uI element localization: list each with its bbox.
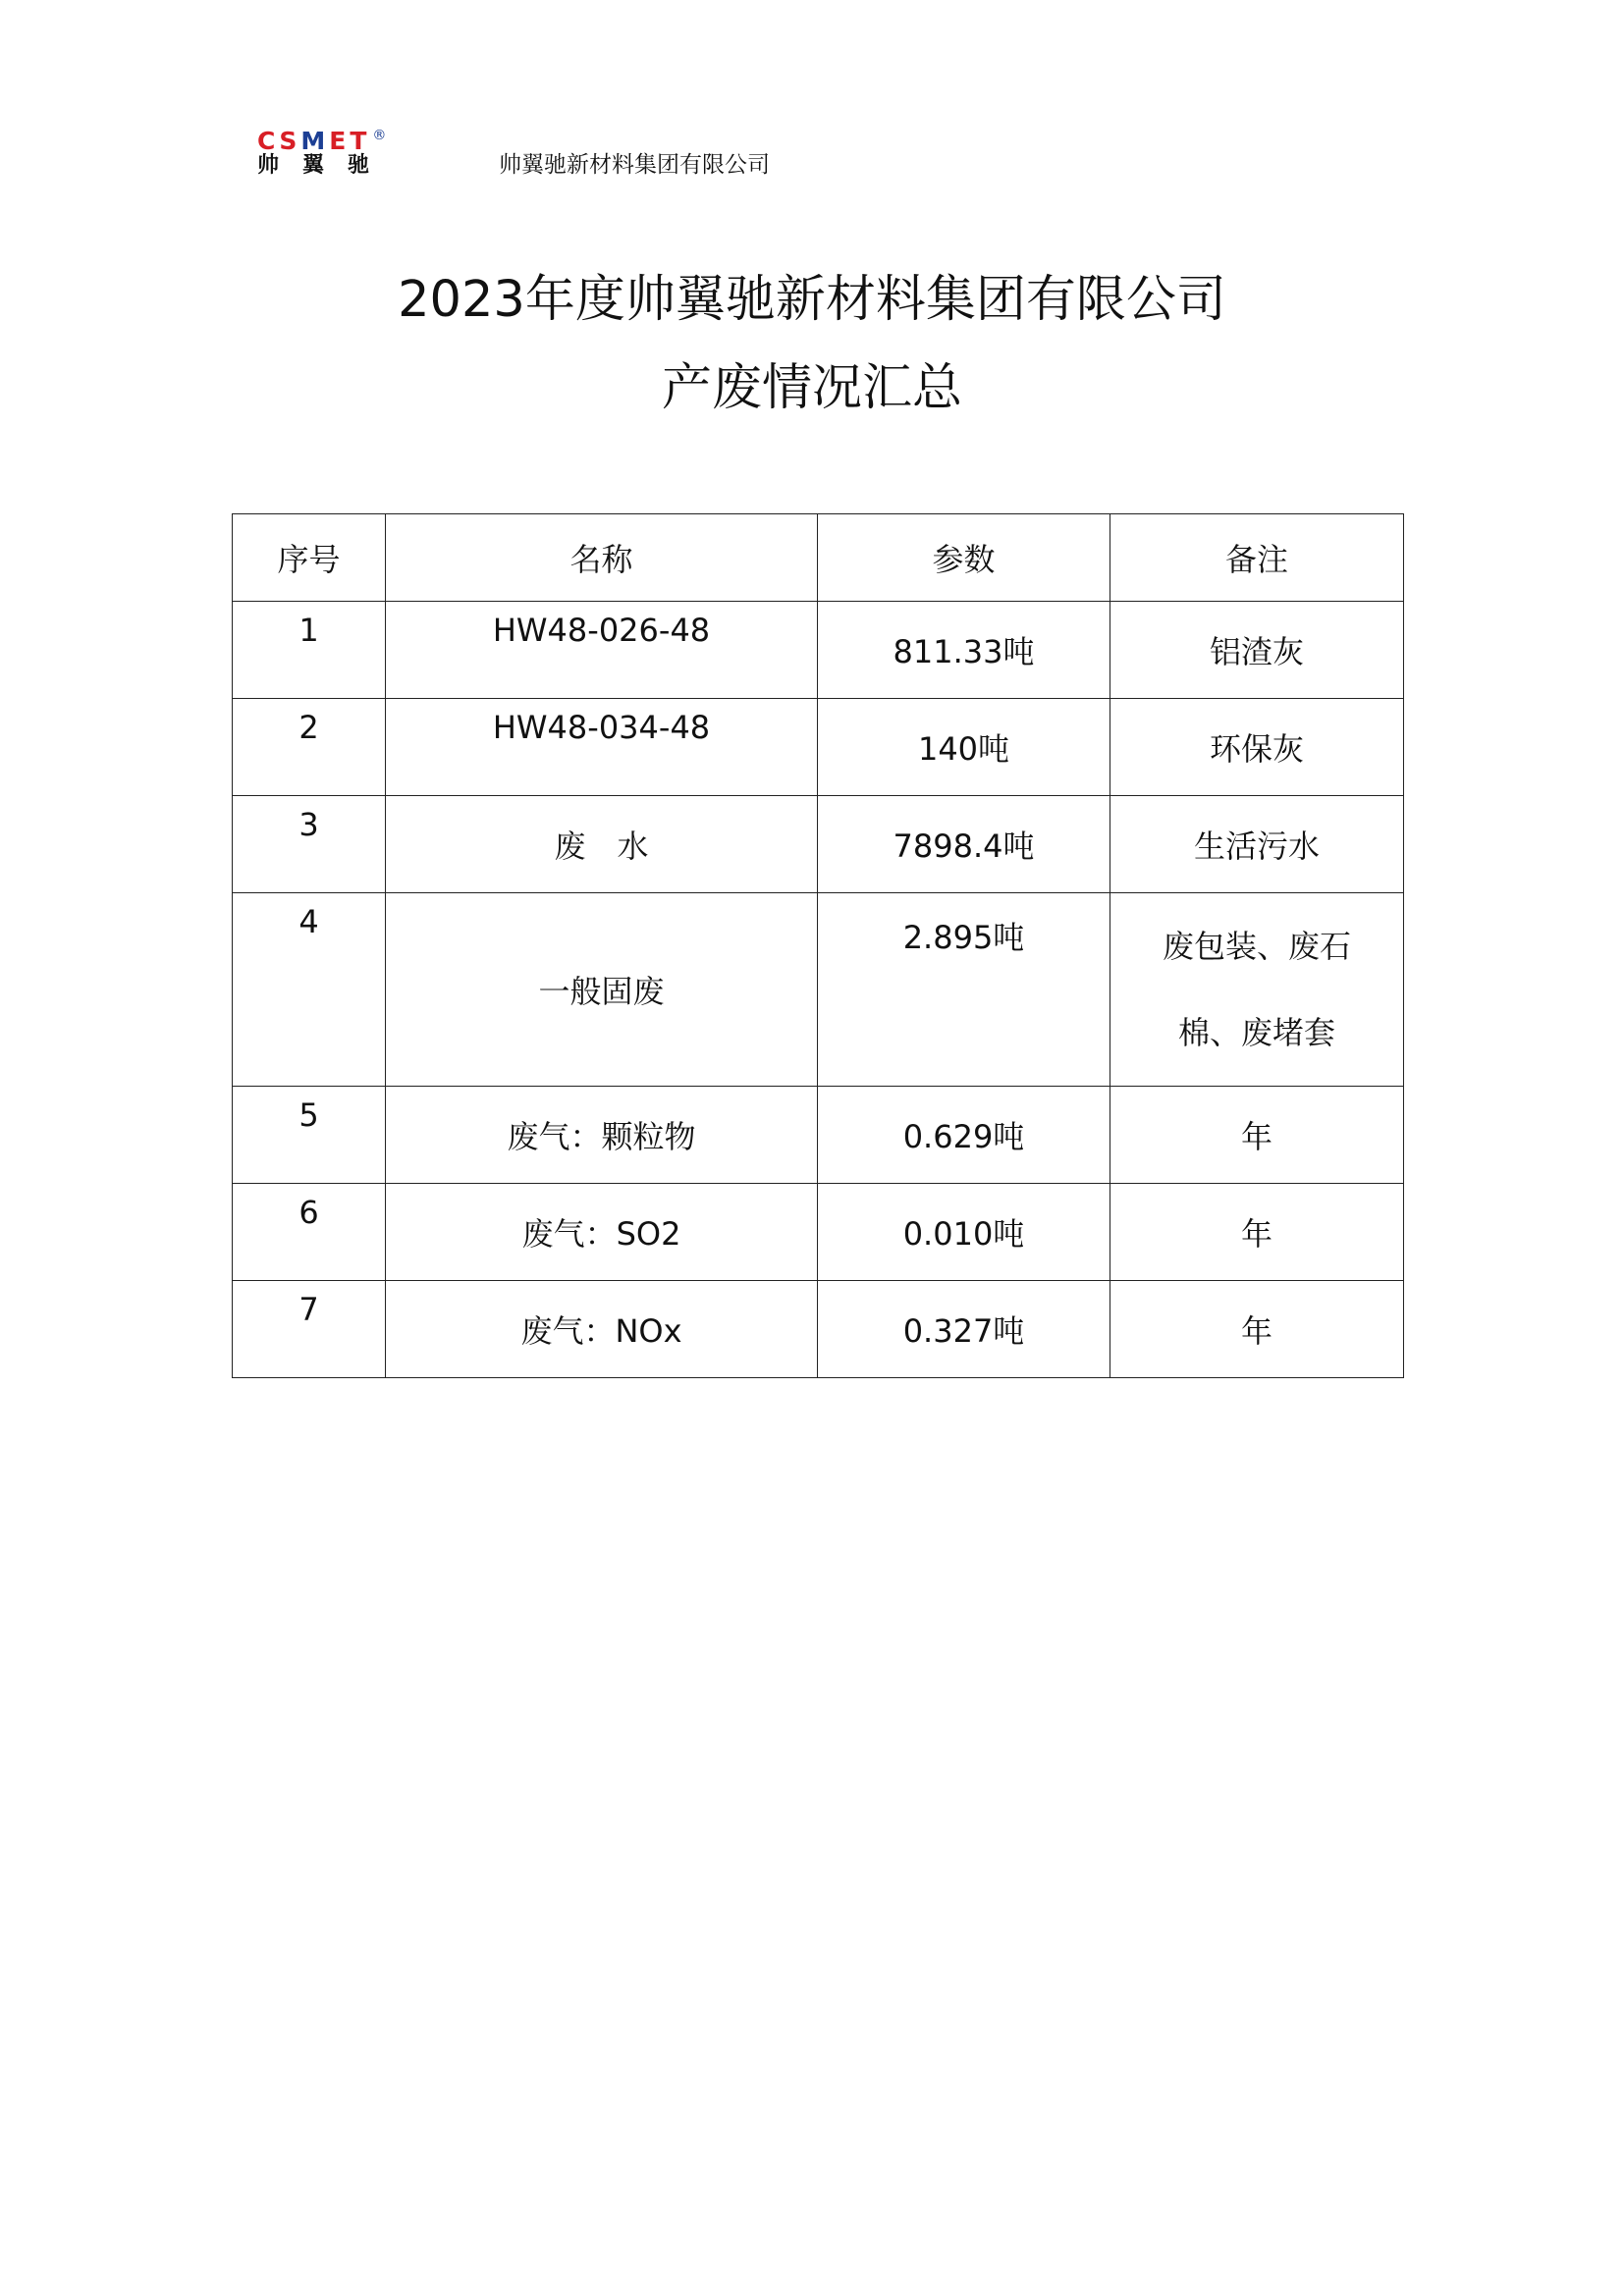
page-header [247,122,770,179]
logo-char: 驰 [348,153,370,178]
header-company-name: 帅翼驰新材料集团有限公司 [499,152,770,178]
row-param: 0.629吨 [818,1087,1110,1184]
table-row [233,796,1404,893]
table-row [233,1184,1404,1281]
row-remark: 年 [1110,1184,1404,1281]
column-header-remark: 备注 [1110,514,1404,602]
row-number: 5 [233,1087,386,1184]
logo-wordmark [257,127,387,155]
logo-letter: T [350,127,371,155]
row-param: 0.327吨 [818,1281,1110,1378]
row-name: HW48-034-48 [386,699,818,796]
logo-letter: E [329,127,351,155]
table-row [233,699,1404,796]
logo-letter: C [257,127,280,155]
logo-chinese [257,154,369,178]
registered-mark: ® [372,128,387,143]
row-remark-line: 棉、废堵套 [1177,1014,1335,1051]
column-header-name: 名称 [386,514,818,602]
table-row [233,1281,1404,1378]
row-param: 140吨 [818,699,1110,796]
row-number: 7 [233,1281,386,1378]
row-name: HW48-026-48 [386,602,818,699]
logo-letter: S [279,127,301,155]
row-name: 一般固废 [386,893,818,1087]
row-name: 废气：颗粒物 [386,1087,818,1184]
document-subtitle: 产废情况汇总 [661,359,962,417]
document-title: 2023年度帅翼驰新材料集团有限公司 [398,271,1226,329]
row-param: 2.895吨 [818,893,1110,1087]
row-remark: 生活污水 [1110,796,1404,893]
table-row [233,602,1404,699]
logo-char: 帅 [257,153,280,178]
row-param: 7898.4吨 [818,796,1110,893]
row-number: 4 [233,893,386,1087]
logo-char: 翼 [302,153,325,178]
row-remark: 年 [1110,1281,1404,1378]
row-remark: 环保灰 [1110,699,1404,796]
row-number: 1 [233,602,386,699]
row-remark [1110,893,1404,1087]
row-remark: 年 [1110,1087,1404,1184]
table-row [233,1087,1404,1184]
table-header-row [233,514,1404,602]
row-number: 3 [233,796,386,893]
row-name: 废气：SO2 [386,1184,818,1281]
row-param: 0.010吨 [818,1184,1110,1281]
row-param: 811.33吨 [818,602,1110,699]
company-logo [247,127,483,179]
row-name: 废 水 [386,796,818,893]
logo-letter: M [300,127,330,155]
waste-summary-table [232,513,1404,1378]
row-remark-line: 废包装、废石 [1162,928,1351,965]
row-number: 6 [233,1184,386,1281]
column-header-param: 参数 [818,514,1110,602]
row-number: 2 [233,699,386,796]
row-name: 废气：NOx [386,1281,818,1378]
row-remark: 铝渣灰 [1110,602,1404,699]
column-header-no: 序号 [233,514,386,602]
table-row [233,893,1404,1087]
